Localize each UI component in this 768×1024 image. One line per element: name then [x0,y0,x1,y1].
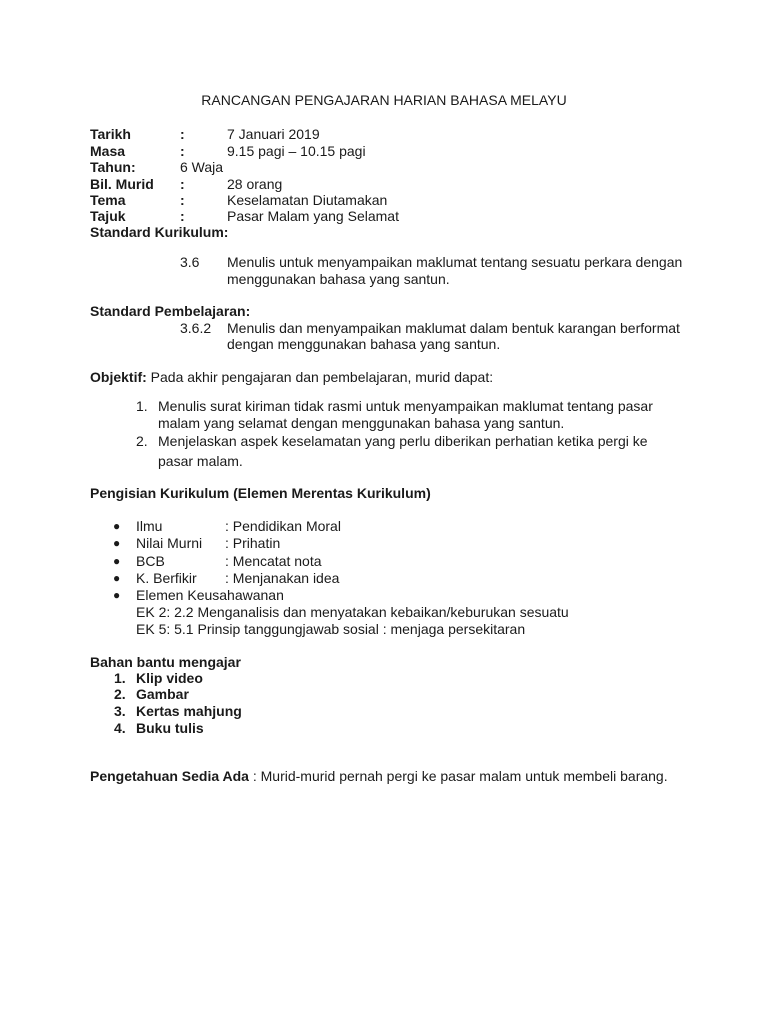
info-sep: : [180,208,185,224]
info-sep: : [180,192,185,208]
bullet-icon: ● [113,588,121,602]
bullet-icon: ● [113,519,121,533]
pengetahuan-heading: Pengetahuan Sedia Ada [90,768,249,784]
objektif-heading: Objektif: [90,369,147,385]
pengisian-item-label: BCB [136,553,165,569]
pengisian-item-value: : Prihatin [225,535,281,551]
standard-kurikulum-line: Menulis untuk menyampaikan maklumat tentang sesuatu perkara dengan [227,254,683,270]
bullet-icon: ● [113,554,121,568]
objektif-item-line: malam yang selamat dengan menggunakan bahasa yang santun. [158,415,565,431]
info-value-masa: 9.15 pagi – 10.15 pagi [227,143,366,159]
objektif-item-line: Menulis surat kiriman tidak rasmi untuk menyampaikan maklumat tentang pasar [158,398,653,414]
info-value-tema: Keselamatan Diutamakan [227,192,388,208]
bahan-heading: Bahan bantu mengajar [90,654,241,670]
info-sep: : [180,143,185,159]
standard-kurikulum-line: menggunakan bahasa yang santun. [227,271,450,287]
info-label-tahun: Tahun: [90,159,136,175]
bahan-item: Klip video [136,670,203,686]
pengisian-item-label: Elemen Keusahawanan [136,587,284,603]
objektif-num: 2. [136,433,148,449]
standard-pembelajaran-code: 3.6.2 [180,320,212,336]
info-label-tarikh: Tarikh [90,126,131,142]
info-label-bil-murid: Bil. Murid [90,176,154,192]
standard-pembelajaran-line: Menulis dan menyampaikan maklumat dalam bentuk karangan berformat [227,320,680,336]
info-value-tarikh: 7 Januari 2019 [227,126,320,142]
bahan-num: 2. [114,686,126,702]
info-sep: : [180,176,185,192]
bullet-icon: ● [113,536,121,550]
info-label-masa: Masa [90,143,126,159]
standard-kurikulum-code: 3.6 [180,254,200,270]
pengisian-heading: Pengisian Kurikulum (Elemen Merentas Kurikulum) [90,485,431,501]
pengisian-item-label: K. Berfikir [136,570,197,586]
info-value-bil-murid: 28 orang [227,176,283,192]
info-label-tema: Tema [90,192,126,208]
pengisian-item-value: : Mencatat nota [225,553,322,569]
standard-kurikulum-heading: Standard Kurikulum: [90,224,229,240]
info-value-tahun: 6 Waja [180,159,224,175]
ek-line: EK 5: 5.1 Prinsip tanggungjawab sosial : menjaga persekitaran [136,621,526,637]
bahan-num: 1. [114,670,126,686]
standard-pembelajaran-line: dengan menggunakan bahasa yang santun. [227,336,501,352]
pengetahuan-line [90,768,668,784]
info-sep: : [180,126,185,142]
pengetahuan-text: : Murid-murid pernah pergi ke pasar malam untuk membeli barang. [248,768,668,784]
bahan-num: 3. [114,703,126,719]
pengisian-item-value: : Pendidikan Moral [225,518,341,534]
ek-line: EK 2: 2.2 Menganalisis dan menyatakan kebaikan/keburukan sesuatu [136,604,569,620]
bahan-item: Kertas mahjung [136,703,242,719]
objektif-num: 1. [136,398,148,414]
info-value-tajuk: Pasar Malam yang Selamat [227,208,399,224]
objektif-line [90,369,493,385]
pengisian-item-label: Nilai Murni [136,535,203,551]
bahan-num: 4. [114,720,126,736]
pengisian-item-value: : Menjanakan idea [225,570,340,586]
objektif-intro: Pada akhir pengajaran dan pembelajaran, murid dapat: [146,369,494,385]
bahan-item: Gambar [136,686,189,702]
objektif-item-line: Menjelaskan aspek keselamatan yang perlu diberikan perhatian ketika pergi ke [158,433,648,449]
pengisian-item-label: Ilmu [136,518,163,534]
objektif-item-line: pasar malam. [158,453,243,469]
standard-pembelajaran-heading: Standard Pembelajaran: [90,303,251,319]
bahan-item: Buku tulis [136,720,204,736]
info-label-tajuk: Tajuk [90,208,126,224]
bullet-icon: ● [113,571,121,585]
page-title: RANCANGAN PENGAJARAN HARIAN BAHASA MELAYU [201,92,567,108]
